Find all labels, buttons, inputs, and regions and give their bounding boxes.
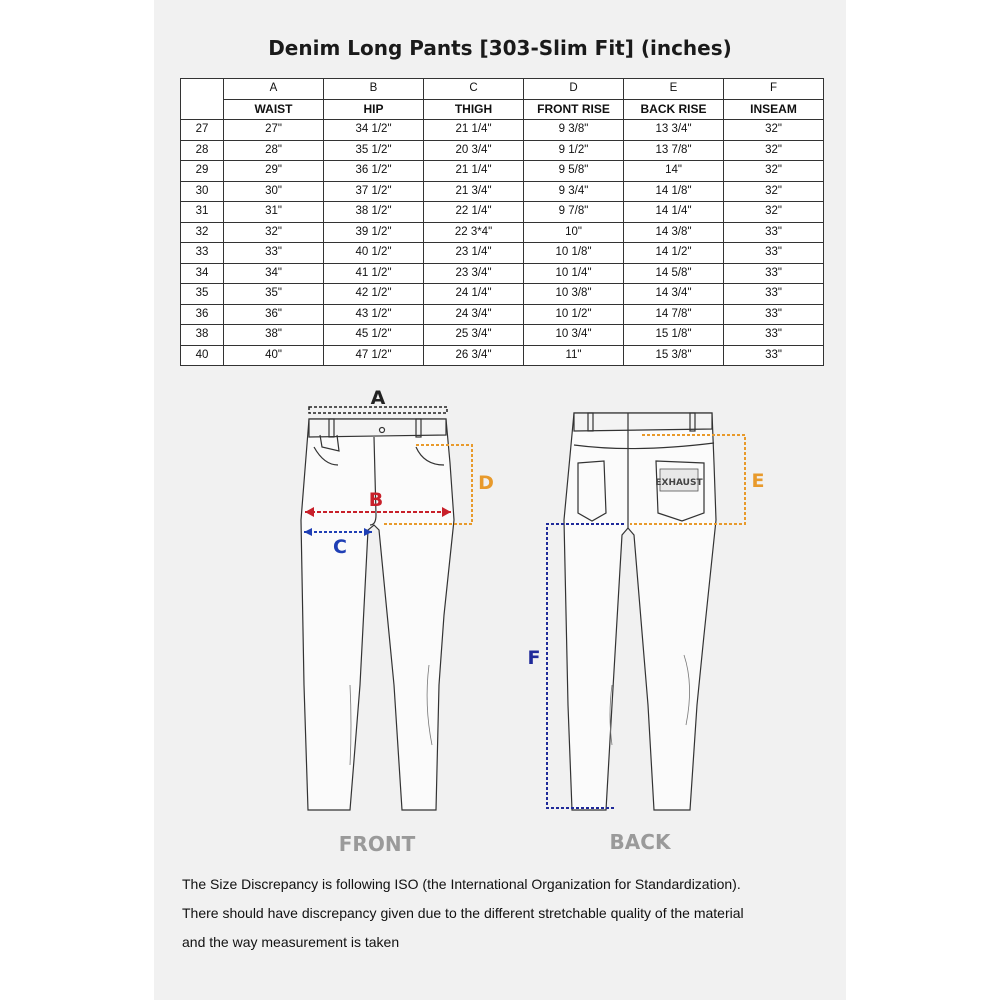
inseam-cell: 32": [724, 202, 824, 223]
back-rise-cell: 14 1/8": [624, 181, 724, 202]
hip-cell: 38 1/2": [324, 202, 424, 223]
hip-cell: 40 1/2": [324, 243, 424, 264]
hip-cell: 35 1/2": [324, 140, 424, 161]
hip-cell: 43 1/2": [324, 304, 424, 325]
size-cell: 29: [181, 161, 224, 182]
back-rise-cell: 14 7/8": [624, 304, 724, 325]
column-header-row: [181, 99, 824, 120]
size-cell: 34: [181, 263, 224, 284]
dimension-b-label: B: [368, 489, 384, 511]
inseam-cell: 33": [724, 222, 824, 243]
thigh-cell: 20 3/4": [424, 140, 524, 161]
waist-cell: 28": [224, 140, 324, 161]
back-rise-cell: 13 3/4": [624, 120, 724, 141]
waist-cell: 32": [224, 222, 324, 243]
hip-cell: 41 1/2": [324, 263, 424, 284]
brand-logo-text: EXHAUST: [655, 478, 703, 488]
inseam-cell: 32": [724, 140, 824, 161]
front-rise-cell: 10 1/8": [524, 243, 624, 264]
table-row: [181, 263, 824, 284]
thigh-cell: 21 3/4": [424, 181, 524, 202]
front-pants-drawing: [301, 419, 454, 810]
inseam-cell: 33": [724, 345, 824, 366]
inseam-cell: 32": [724, 120, 824, 141]
back-rise-cell: 15 3/8": [624, 345, 724, 366]
inseam-cell: 32": [724, 161, 824, 182]
size-cell: 32: [181, 222, 224, 243]
thigh-cell: 22 3*4": [424, 222, 524, 243]
size-cell: 28: [181, 140, 224, 161]
letter-row: [181, 79, 824, 100]
back-rise-cell: 13 7/8": [624, 140, 724, 161]
back-rise-cell: 14 1/4": [624, 202, 724, 223]
dimension-c-label: C: [333, 536, 347, 558]
hip-cell: 45 1/2": [324, 325, 424, 346]
note-line: There should have discrepancy given due to the different stretchable quality of the material: [182, 905, 744, 921]
front-label: FRONT: [338, 832, 416, 856]
waist-cell: 33": [224, 243, 324, 264]
header-hip: HIP: [324, 99, 424, 120]
header-inseam: INSEAM: [724, 99, 824, 120]
thigh-cell: 24 1/4": [424, 284, 524, 305]
size-cell: 27: [181, 120, 224, 141]
header-front-rise: FRONT RISE: [524, 99, 624, 120]
table-row: [181, 140, 824, 161]
back-rise-cell: 15 1/8": [624, 325, 724, 346]
thigh-cell: 26 3/4": [424, 345, 524, 366]
waist-cell: 31": [224, 202, 324, 223]
thigh-cell: 24 3/4": [424, 304, 524, 325]
size-rows: [181, 120, 824, 366]
size-cell: 31: [181, 202, 224, 223]
size-cell: 30: [181, 181, 224, 202]
back-rise-cell: 14 3/4": [624, 284, 724, 305]
header-waist: WAIST: [224, 99, 324, 120]
waist-cell: 38": [224, 325, 324, 346]
front-rise-cell: 9 7/8": [524, 202, 624, 223]
dimension-e-label: E: [751, 470, 765, 492]
waist-cell: 27": [224, 120, 324, 141]
size-chart-sheet: [154, 0, 846, 1000]
back-rise-cell: 14": [624, 161, 724, 182]
dimension-d-label: D: [478, 472, 494, 494]
inseam-cell: 32": [724, 181, 824, 202]
table-row: [181, 181, 824, 202]
front-rise-cell: 10 1/4": [524, 263, 624, 284]
front-rise-cell: 9 5/8": [524, 161, 624, 182]
note-line: The Size Discrepancy is following ISO (the International Organization for Standardization).: [182, 876, 741, 892]
size-table: [180, 78, 824, 366]
waist-cell: 30": [224, 181, 324, 202]
hip-cell: 47 1/2": [324, 345, 424, 366]
front-rise-cell: 10 3/4": [524, 325, 624, 346]
inseam-cell: 33": [724, 325, 824, 346]
inseam-cell: 33": [724, 284, 824, 305]
table-row: [181, 222, 824, 243]
back-rise-cell: 14 3/8": [624, 222, 724, 243]
size-cell: 38: [181, 325, 224, 346]
table-row: [181, 120, 824, 141]
size-cell: 35: [181, 284, 224, 305]
hip-cell: 42 1/2": [324, 284, 424, 305]
waist-cell: 36": [224, 304, 324, 325]
table-row: [181, 345, 824, 366]
header-thigh: THIGH: [424, 99, 524, 120]
hip-cell: 36 1/2": [324, 161, 424, 182]
dimension-f-label: F: [527, 647, 541, 669]
corner-cell: [181, 79, 224, 120]
letter-d: D: [524, 79, 624, 100]
thigh-cell: 23 1/4": [424, 243, 524, 264]
size-notes: [182, 870, 832, 957]
letter-c: C: [424, 79, 524, 100]
waist-cell: 40": [224, 345, 324, 366]
waist-cell: 35": [224, 284, 324, 305]
size-cell: 36: [181, 304, 224, 325]
letter-f: F: [724, 79, 824, 100]
table-row: [181, 284, 824, 305]
table-row: [181, 325, 824, 346]
thigh-cell: 25 3/4": [424, 325, 524, 346]
hip-cell: 39 1/2": [324, 222, 424, 243]
dimension-a: [309, 387, 447, 413]
letter-b: B: [324, 79, 424, 100]
table-row: [181, 243, 824, 264]
table-row: [181, 202, 824, 223]
front-rise-cell: 9 1/2": [524, 140, 624, 161]
letter-a: A: [224, 79, 324, 100]
front-rise-cell: 10 3/8": [524, 284, 624, 305]
note-line: and the way measurement is taken: [182, 934, 400, 950]
letter-e: E: [624, 79, 724, 100]
thigh-cell: 21 1/4": [424, 161, 524, 182]
thigh-cell: 22 1/4": [424, 202, 524, 223]
hip-cell: 37 1/2": [324, 181, 424, 202]
page-title: Denim Long Pants [303-Slim Fit] (inches): [268, 36, 732, 60]
waist-cell: 34": [224, 263, 324, 284]
size-cell: 33: [181, 243, 224, 264]
front-rise-cell: 9 3/8": [524, 120, 624, 141]
thigh-cell: 21 1/4": [424, 120, 524, 141]
inseam-cell: 33": [724, 263, 824, 284]
measurement-diagram: [154, 385, 846, 865]
front-rise-cell: 10": [524, 222, 624, 243]
thigh-cell: 23 3/4": [424, 263, 524, 284]
table-row: [181, 304, 824, 325]
inseam-cell: 33": [724, 304, 824, 325]
table-row: [181, 161, 824, 182]
front-rise-cell: 10 1/2": [524, 304, 624, 325]
dimension-a-label: A: [370, 387, 386, 409]
front-rise-cell: 9 3/4": [524, 181, 624, 202]
waist-cell: 29": [224, 161, 324, 182]
back-label: BACK: [609, 830, 671, 854]
back-rise-cell: 14 1/2": [624, 243, 724, 264]
back-rise-cell: 14 5/8": [624, 263, 724, 284]
front-rise-cell: 11": [524, 345, 624, 366]
hip-cell: 34 1/2": [324, 120, 424, 141]
header-back-rise: BACK RISE: [624, 99, 724, 120]
size-cell: 40: [181, 345, 224, 366]
inseam-cell: 33": [724, 243, 824, 264]
